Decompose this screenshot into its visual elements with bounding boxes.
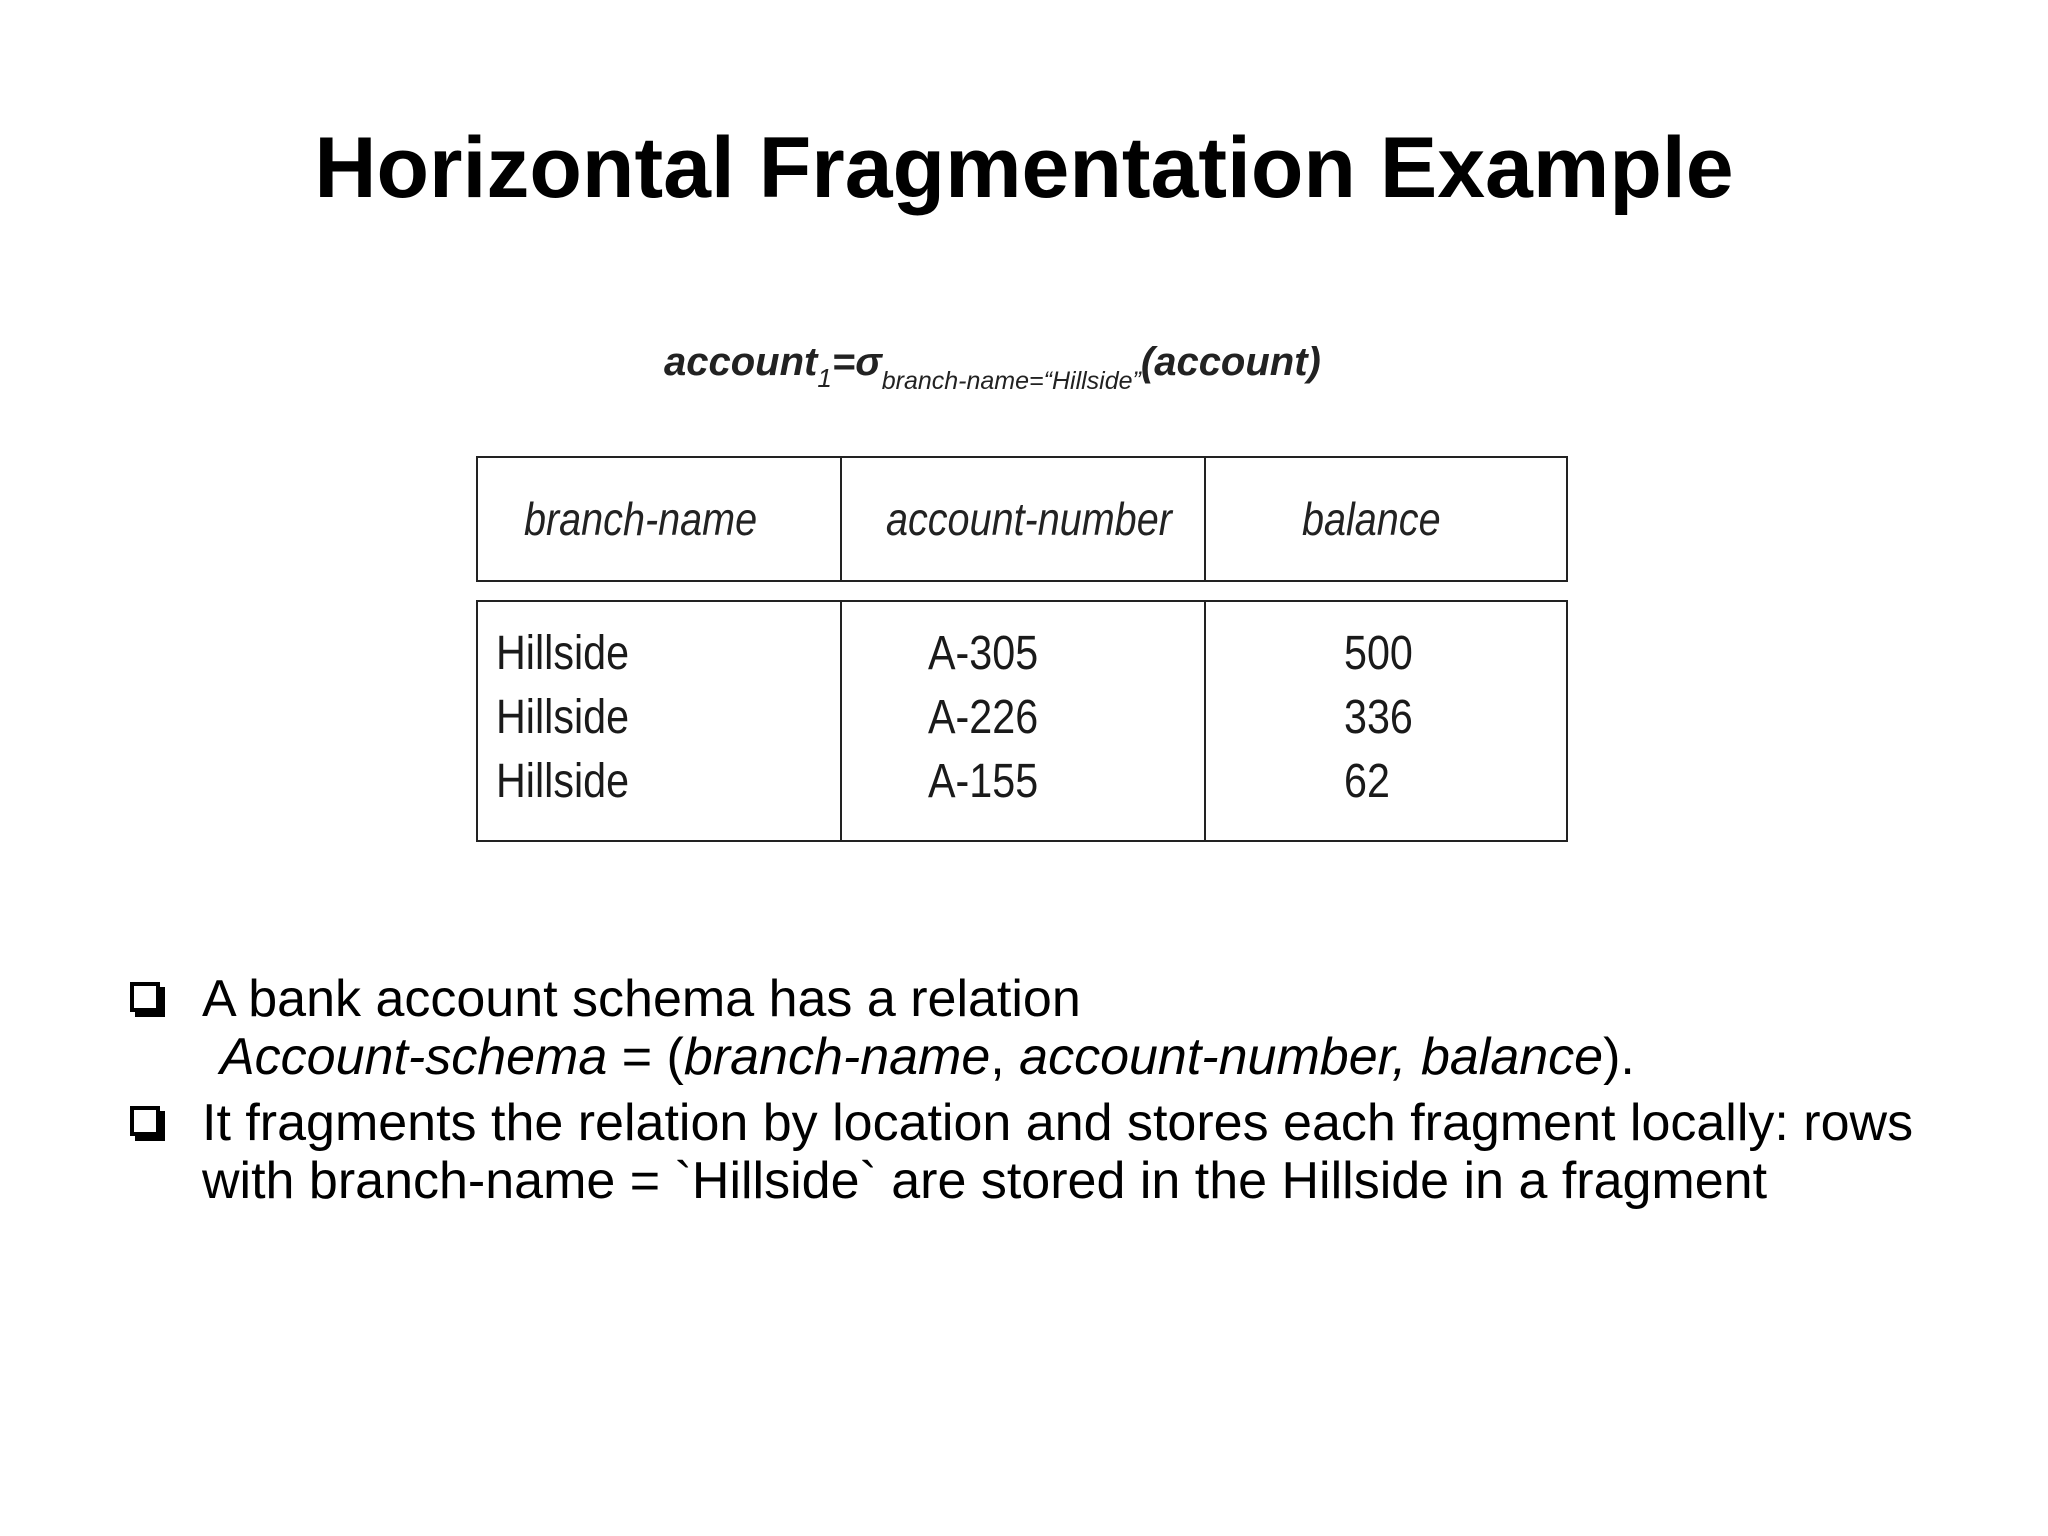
- table-cell: Hillside: [496, 755, 630, 808]
- header-cell-balance: [1206, 458, 1566, 580]
- column-header: balance: [1302, 493, 1441, 545]
- checkbox-bullet-icon: [130, 982, 160, 1012]
- column-header: branch-name: [524, 493, 758, 545]
- table-cell: A-155: [928, 755, 1039, 808]
- table-cell: Hillside: [496, 691, 630, 744]
- bullet-item: [128, 970, 2008, 1086]
- bullet-text: It fragments the relation by location and stores each fragment locally: rows with branch-name = `Hillside` are stored in the Hillside in a fragment: [202, 1094, 1914, 1210]
- formula-argument: (account): [1140, 340, 1321, 384]
- schema-equals: = (: [607, 1028, 684, 1086]
- formula-lhs: account: [664, 340, 818, 384]
- schema-close: ).: [1603, 1028, 1635, 1086]
- header-cell-branch-name: [478, 458, 842, 580]
- table-cell: 62: [1344, 755, 1390, 808]
- bullet-item: [128, 1094, 2008, 1210]
- table-cell: Hillside: [496, 627, 630, 680]
- table-cell: A-305: [928, 627, 1039, 680]
- table-cell: 500: [1344, 627, 1413, 680]
- table-cell: A-226: [928, 691, 1039, 744]
- table-header: [476, 456, 1568, 582]
- schema-attribute: branch-name: [683, 1028, 991, 1086]
- column-branch-name: [478, 602, 842, 840]
- bullet-text: A bank account schema has a relation: [202, 970, 1081, 1028]
- column-account-number: [842, 602, 1206, 840]
- schema-name: Account-schema: [220, 1028, 608, 1086]
- table-cell: 336: [1344, 691, 1413, 744]
- column-balance: [1206, 602, 1566, 840]
- slide-title: Horizontal Fragmentation Example: [314, 120, 1734, 216]
- schema-comma: ,: [990, 1028, 1020, 1086]
- column-header: account-number: [886, 493, 1172, 545]
- header-cell-account-number: [842, 458, 1206, 580]
- formula-lhs-subscript: 1: [817, 363, 832, 393]
- formula-condition: branch-name=“Hillside”: [881, 367, 1141, 395]
- bullet-list: [128, 970, 2008, 1210]
- checkbox-bullet-icon: [130, 1106, 160, 1136]
- selection-formula: [664, 332, 1321, 397]
- table-body: [476, 600, 1568, 842]
- schema-definition: [202, 1028, 2008, 1086]
- sigma-symbol: σ: [855, 340, 882, 384]
- schema-attributes: account-number, balance: [1019, 1028, 1604, 1086]
- formula-equals: =: [831, 340, 856, 384]
